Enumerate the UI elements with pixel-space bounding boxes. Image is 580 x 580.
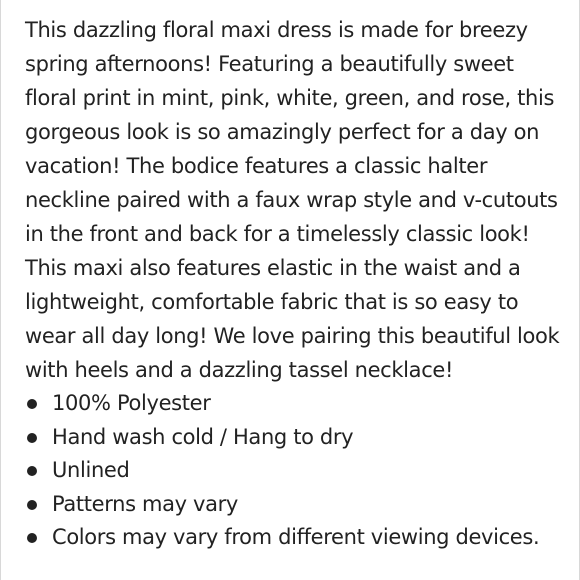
description-line: in the front and back for a timelessly classic look! (25, 222, 530, 246)
feature-item (25, 387, 565, 421)
description-line: spring afternoons! Featuring a beautifully sweet (25, 52, 514, 76)
description-content (25, 13, 565, 555)
description-line: floral print in mint, pink, white, green, and rose, this (25, 86, 555, 110)
description-line: This maxi also features elastic in the waist and a (25, 256, 521, 280)
feature-label: Unlined (52, 458, 130, 482)
description-line: lightweight, comfortable fabric that is so easy to (25, 290, 519, 314)
feature-item (25, 521, 565, 555)
feature-label: Hand wash cold / Hang to dry (52, 424, 354, 449)
bullet-icon (27, 399, 37, 409)
feature-item (25, 454, 565, 488)
description-line: gorgeous look is so amazingly perfect for a day on (25, 120, 540, 144)
description-line: neckline paired with a faux wrap style and v-cutouts (25, 188, 558, 212)
description-line: wear all day long! We love pairing this beautiful look (25, 324, 560, 348)
feature-label: Colors may vary from different viewing devices. (52, 525, 540, 549)
feature-item (25, 421, 565, 455)
bullet-icon (27, 466, 37, 476)
description-line: This dazzling floral maxi dress is made for breezy (25, 18, 528, 42)
feature-list (25, 387, 565, 555)
description-line: vacation! The bodice features a classic halter (25, 154, 488, 178)
bullet-icon (27, 433, 37, 443)
bullet-icon (27, 533, 37, 543)
description-line: with heels and a dazzling tassel necklace! (25, 358, 454, 382)
feature-item (25, 488, 565, 522)
feature-label: 100% Polyester (52, 391, 211, 415)
description-paragraph (25, 13, 565, 387)
bullet-icon (27, 500, 37, 510)
feature-label: Patterns may vary (52, 491, 239, 516)
